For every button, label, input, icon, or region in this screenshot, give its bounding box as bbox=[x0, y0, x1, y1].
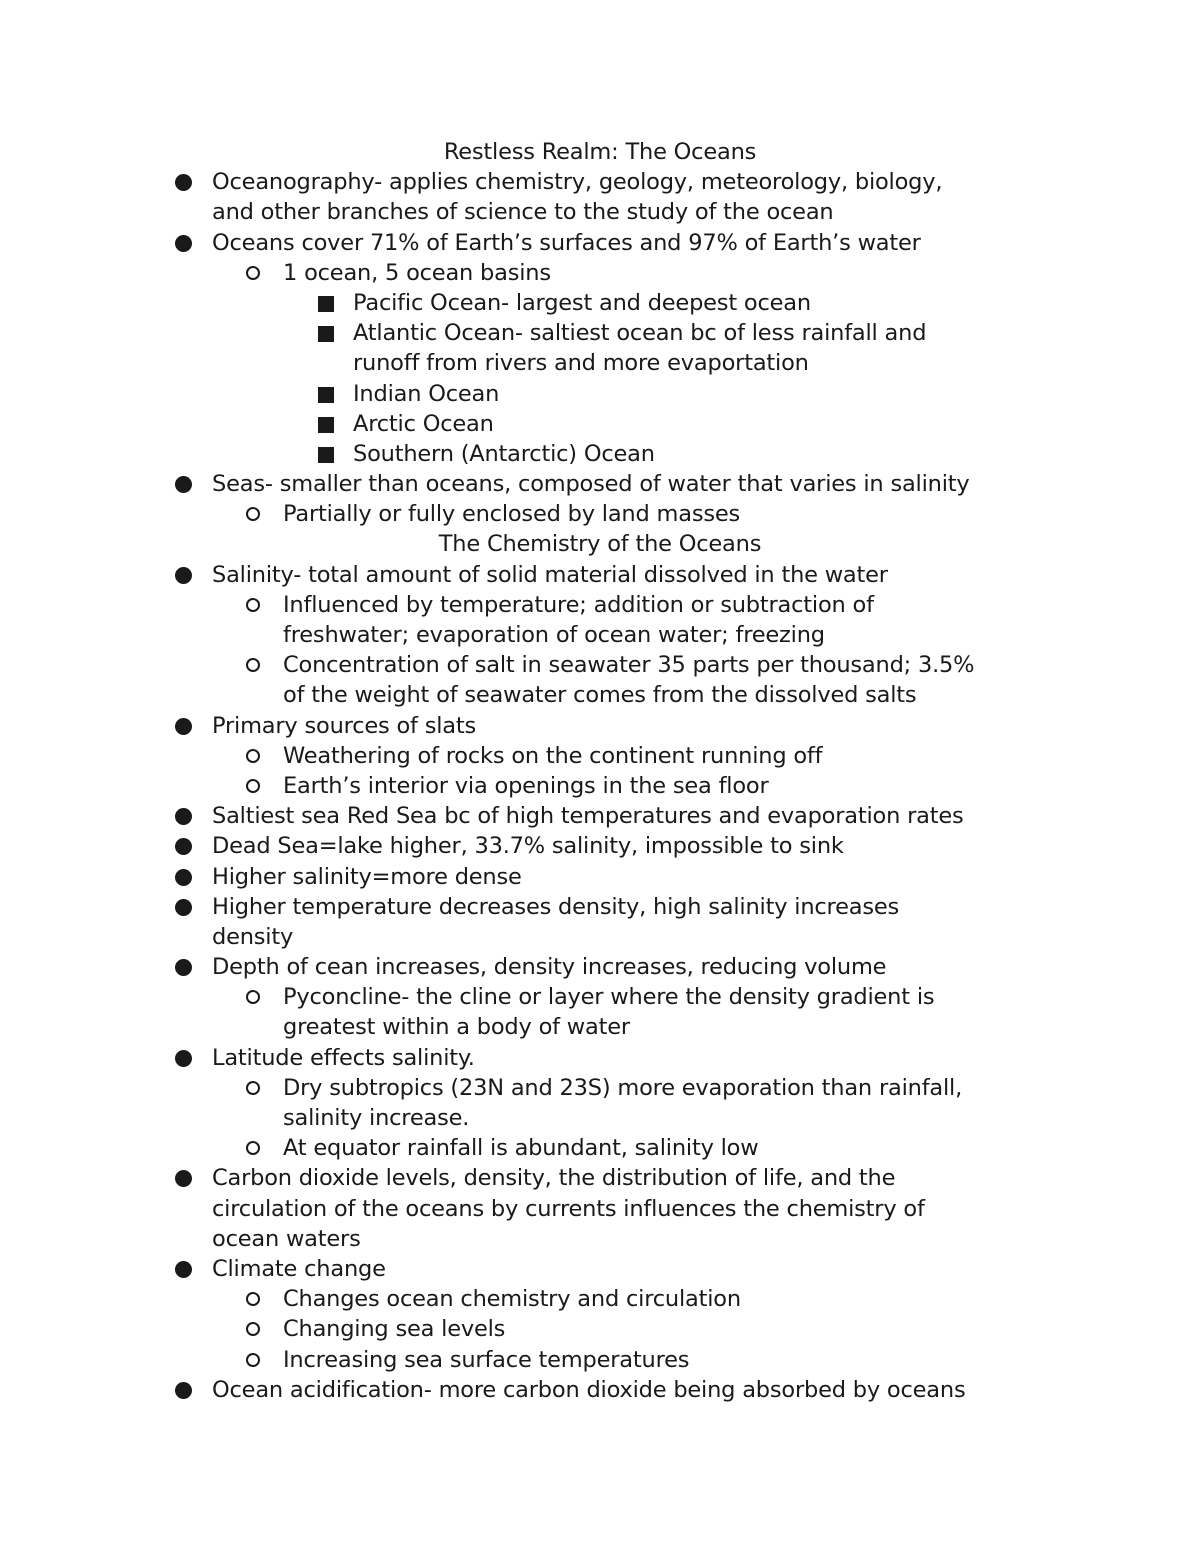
list-item-continuation bbox=[0, 680, 1200, 710]
list-item-text: Arctic Ocean bbox=[353, 410, 494, 437]
list-item-text: Atlantic Ocean- saltiest ocean bc of less rainfall and bbox=[353, 320, 927, 347]
bullet-disc-icon bbox=[175, 869, 192, 886]
list-item-text: Pacific Ocean- largest and deepest ocean bbox=[353, 289, 811, 316]
list-item-text: greatest within a body of water bbox=[283, 1014, 630, 1041]
list-item bbox=[0, 469, 1200, 499]
list-item-text: Higher salinity=more dense bbox=[212, 863, 522, 890]
list-item bbox=[0, 560, 1200, 590]
bullet-circle-icon bbox=[246, 266, 260, 280]
list-item-text: Changes ocean chemistry and circulation bbox=[283, 1286, 741, 1313]
list-item-text: density bbox=[212, 923, 294, 950]
bullet-square-icon bbox=[318, 296, 334, 312]
list-item bbox=[0, 439, 1200, 469]
list-item-text: Changing sea levels bbox=[283, 1316, 506, 1343]
list-item bbox=[0, 1375, 1200, 1405]
list-item-text: Seas- smaller than oceans, composed of water that varies in salinity bbox=[212, 471, 970, 498]
list-item-text: Higher temperature decreases density, high salinity increases bbox=[212, 893, 900, 920]
bullet-circle-icon bbox=[246, 1322, 260, 1336]
list-item bbox=[0, 409, 1200, 439]
list-item-text: Influenced by temperature; addition or subtraction of bbox=[283, 591, 874, 618]
list-item-text: Dead Sea=lake higher, 33.7% salinity, impossible to sink bbox=[212, 833, 844, 860]
list-item bbox=[0, 1254, 1200, 1284]
bullet-circle-icon bbox=[246, 1141, 260, 1155]
list-item bbox=[0, 862, 1200, 892]
bullet-disc-icon bbox=[175, 808, 192, 825]
list-item bbox=[0, 952, 1200, 982]
list-item-text: Weathering of rocks on the continent running off bbox=[283, 742, 823, 769]
bullet-disc-icon bbox=[175, 235, 192, 252]
bullet-circle-icon bbox=[246, 507, 260, 521]
document-page bbox=[0, 137, 1200, 1405]
bullet-disc-icon bbox=[175, 899, 192, 916]
list-item bbox=[0, 228, 1200, 258]
bullet-disc-icon bbox=[175, 1170, 192, 1187]
list-item-text: Oceanography- applies chemistry, geology, meteorology, biology, bbox=[212, 169, 943, 196]
bullet-circle-icon bbox=[246, 1081, 260, 1095]
list-item-text: Partially or fully enclosed by land masses bbox=[283, 501, 741, 528]
list-item-text: Ocean acidification- more carbon dioxide being absorbed by oceans bbox=[212, 1376, 966, 1403]
list-item bbox=[0, 258, 1200, 288]
list-item-text: Latitude effects salinity. bbox=[212, 1044, 475, 1071]
bullet-circle-icon bbox=[246, 658, 260, 672]
list-item bbox=[0, 379, 1200, 409]
list-item-continuation bbox=[0, 1012, 1200, 1042]
list-item-text: Indian Ocean bbox=[353, 380, 500, 407]
bullet-circle-icon bbox=[246, 990, 260, 1004]
list-item-text: Oceans cover 71% of Earth’s surfaces and 97% of Earth’s water bbox=[212, 229, 921, 256]
bullet-circle-icon bbox=[246, 1353, 260, 1367]
list-item-text: Depth of cean increases, density increases, reducing volume bbox=[212, 954, 887, 981]
document-title: Restless Realm: The Oceans bbox=[443, 139, 757, 165]
list-item bbox=[0, 167, 1200, 197]
list-item bbox=[0, 1043, 1200, 1073]
list-item bbox=[0, 1073, 1200, 1103]
bullet-disc-icon bbox=[175, 476, 192, 493]
list-item-text: Salinity- total amount of solid material dissolved in the water bbox=[212, 561, 888, 588]
list-item bbox=[0, 288, 1200, 318]
list-item-continuation bbox=[0, 1194, 1200, 1224]
list-item bbox=[0, 801, 1200, 831]
list-item-text: Dry subtropics (23N and 23S) more evaporation than rainfall, bbox=[283, 1074, 963, 1101]
list-item bbox=[0, 711, 1200, 741]
list-item-text: 1 ocean, 5 ocean basins bbox=[283, 259, 551, 286]
list-item-text: freshwater; evaporation of ocean water; freezing bbox=[283, 622, 825, 648]
bullet-disc-icon bbox=[175, 1050, 192, 1067]
list-item bbox=[0, 650, 1200, 680]
list-item-text: Earth’s interior via openings in the sea floor bbox=[283, 772, 769, 799]
bullet-circle-icon bbox=[246, 749, 260, 763]
list-item-continuation bbox=[0, 922, 1200, 952]
list-item bbox=[0, 1284, 1200, 1314]
list-item bbox=[0, 982, 1200, 1012]
list-item bbox=[0, 1133, 1200, 1163]
list-item-text: Increasing sea surface temperatures bbox=[283, 1346, 690, 1373]
notes-list bbox=[0, 167, 1200, 1405]
bullet-circle-icon bbox=[246, 779, 260, 793]
list-item bbox=[0, 590, 1200, 620]
list-item-text: At equator rainfall is abundant, salinity low bbox=[283, 1135, 759, 1162]
bullet-disc-icon bbox=[175, 718, 192, 735]
list-item-text: Pyconcline- the cline or layer where the density gradient is bbox=[283, 984, 935, 1011]
list-item bbox=[0, 499, 1200, 529]
list-item-text: Carbon dioxide levels, density, the distribution of life, and the bbox=[212, 1165, 896, 1192]
list-item bbox=[0, 1314, 1200, 1344]
bullet-disc-icon bbox=[175, 1261, 192, 1278]
bullet-disc-icon bbox=[175, 838, 192, 855]
bullet-circle-icon bbox=[246, 598, 260, 612]
list-item-continuation bbox=[0, 348, 1200, 378]
list-item-text: Southern (Antarctic) Ocean bbox=[353, 440, 655, 467]
list-item bbox=[0, 318, 1200, 348]
bullet-disc-icon bbox=[175, 567, 192, 584]
bullet-square-icon bbox=[318, 417, 334, 433]
list-item-text: runoff from rivers and more evaportation bbox=[353, 350, 809, 377]
list-item-text: Saltiest sea Red Sea bc of high temperatures and evaporation rates bbox=[212, 803, 964, 830]
list-item bbox=[0, 771, 1200, 801]
list-item-text: ocean waters bbox=[212, 1225, 361, 1252]
bullet-square-icon bbox=[318, 326, 334, 342]
bullet-disc-icon bbox=[175, 1382, 192, 1399]
list-item bbox=[0, 892, 1200, 922]
list-item-text: Primary sources of slats bbox=[212, 712, 477, 739]
section-heading bbox=[0, 529, 1200, 559]
bullet-circle-icon bbox=[246, 1292, 260, 1306]
list-item-continuation bbox=[0, 620, 1200, 650]
list-item-text: and other branches of science to the study of the ocean bbox=[212, 199, 834, 226]
bullet-square-icon bbox=[318, 447, 334, 463]
bullet-square-icon bbox=[318, 387, 334, 403]
list-item-text: The Chemistry of the Oceans bbox=[438, 531, 762, 558]
list-item-text: Climate change bbox=[212, 1255, 386, 1282]
list-item-text: salinity increase. bbox=[283, 1105, 470, 1131]
list-item-text: circulation of the oceans by currents influences the chemistry of bbox=[212, 1195, 925, 1222]
list-item-continuation bbox=[0, 1103, 1200, 1133]
list-item-continuation bbox=[0, 197, 1200, 227]
list-item bbox=[0, 831, 1200, 861]
list-item-text: Concentration of salt in seawater 35 parts per thousand; 3.5% bbox=[283, 652, 975, 679]
bullet-disc-icon bbox=[175, 959, 192, 976]
list-item-text: of the weight of seawater comes from the dissolved salts bbox=[283, 682, 917, 709]
list-item-continuation bbox=[0, 1224, 1200, 1254]
list-item bbox=[0, 741, 1200, 771]
list-item bbox=[0, 1345, 1200, 1375]
list-item bbox=[0, 1163, 1200, 1193]
bullet-disc-icon bbox=[175, 174, 192, 191]
